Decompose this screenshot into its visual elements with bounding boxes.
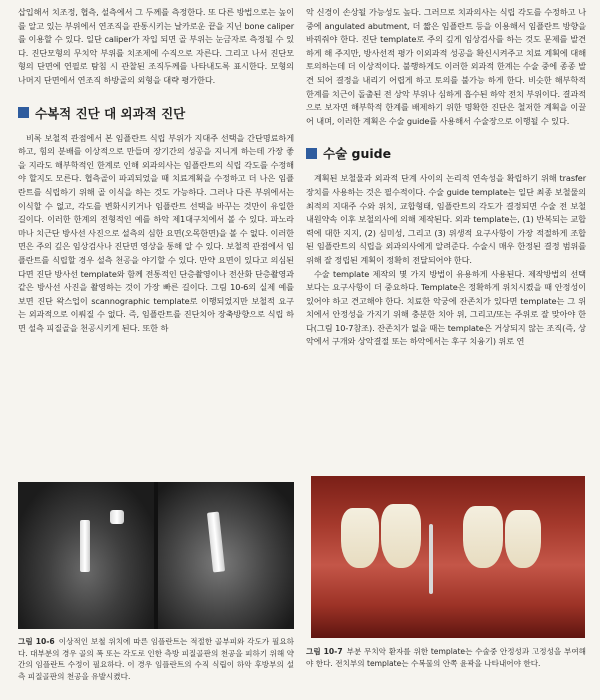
section-square-icon — [18, 107, 29, 118]
xray-panoramic-image — [18, 482, 154, 629]
section-title-surgical-guide: 수술 guide — [323, 146, 392, 162]
tooth-shape — [341, 508, 379, 568]
figure-10-6-caption-text: 이상적인 보철 위치에 따른 임플란트는 적절한 골부피와 각도가 필요하다. 대부분의 경우 골의 폭 또는 각도로 인한 측방 피질골판의 천공을 피하기 위해 약간의 임플란트 수정이 필요하다. 이 경우 임플란트의 수직 식립이 하악 후방부의 설측 피질골판의 천공을 유발시켰다. — [18, 637, 294, 681]
crown-shape — [110, 510, 124, 524]
intraoral-photo — [311, 476, 585, 638]
figure-10-6-label: 그림 10-6 — [18, 637, 55, 646]
figure-10-7-caption-text: 부분 무치악 환자를 위한 template는 수술중 안정성과 고정성을 부여해야 한다. 전치부의 template는 수복물의 안쪽 윤곽을 나타내어야 한다. — [306, 647, 586, 668]
figure-10-6-caption — [18, 636, 294, 682]
right-column — [306, 6, 586, 349]
figure-10-7-caption — [306, 646, 586, 669]
section-heading-diagnosis — [18, 104, 294, 122]
tooth-shape — [505, 510, 541, 568]
figure-10-6-xray — [18, 482, 294, 629]
implant-shape — [207, 512, 225, 573]
left-paragraph-2: 비록 보철적 관점에서 본 임플란트 식립 부위가 지대주 선택을 간단명료하게 하고, 힘의 분배를 이상적으로 만들며 장기간의 성공을 지니게 하는데 가장 좋을 지라도 해부학적인 한계로 인해 외과의사는 임플란트의 식립 각도를 수정해야 할지도 모른다. 협측골이 파괴되었을 때 치료계획을 수정하고 더 나은 임플란트를 식립하기 위해 골 이식을 하는 것도 가능하다. 그러나 다른 부위에서는 이식할 수 없고, 각도를 변화시키거나 임플란트 선택을 바꾸는 것만이 유일한 길이다. 이러한 한계의 전형적인 예를 하악 제1대구치에서 볼 수 있다. 파노라마나 치근단 방사선 사진으로 설측의 심한 요면(오목한면)을 볼 수 없다. 이러한 면은 주의 깊은 임상검사나 진단면 영상을 통해 알 수 있다. 보철적 관점에서 임플란트를 식립할 경우 설측 천공을 야기할 수 있다. 만약 요면이 있다고 의심된다면 진단 방사선 template와 함께 전통적인 단층촬영이나 전산화 단층촬영과 같은 방사선 사진을 촬영하는 것이 가장 빠른 길이다. 그림 10-6의 실제 예를 보면 진단 왁스업이 scannographic template로 이행되었지만 보철적 요구는 외과적으로 이뤄질 수 없다. 즉, 임플란트를 진단치아 장축방향으로 식립 하면 설측 피질골을 천공시키게 된다. 또한 하 — [18, 132, 294, 333]
left-column — [18, 6, 294, 335]
figure-10-7-photo — [311, 476, 585, 638]
tooth-shape — [463, 506, 503, 568]
right-paragraph-3: 수술 template 제작의 몇 가지 방법이 유용하게 사용된다. 제작방법의 선택보다는 요구사항이 더 중요하다. Template은 정확하게 위치시켰을 때 안정성이 있어야 하고 견고해야 한다. 치료한 악궁에 잔존치가 있다면 template는 그 위치에서 안정성을 가지기 위해 충분한 치아 위, 그리고/또는 주위로 잘 맞아야 한다(그림 10-7참조). 잔존치가 없을 때는 template은 거상되지 않는 조직(즉, 상악에서 구개와 상악결절 또는 하악에서는 후구 치융기) 위로 연 — [306, 268, 586, 347]
figure-10-7-label: 그림 10-7 — [306, 647, 343, 656]
tooth-shape — [381, 504, 421, 568]
right-paragraph-2: 계획된 보철물과 외과적 단계 사이의 논리적 연속성을 확립하기 위해 trasfer 장치를 사용하는 것은 필수적이다. 수술 guide template는 일단 최종 보철물의 최적의 지대주 수와 위치, 교합형태, 임플란트의 각도가 결정되면 수술 전 보철 내원약속 이후 보철의사에 의해 제작된다. 외과 template는, (1) 반복되는 교합력에 대한 지지, (2) 심미성, 그리고 (3) 위생적 요구사항이 가장 적절하게 조합된 임플란트의 식립을 외과의사에게 알려준다. 수술시 매우 한정된 결정 범위를 위해 잘 정립된 계획이 정확히 전달되어야 한다. — [306, 173, 586, 265]
section-heading-surgical-guide — [306, 144, 586, 162]
xray-crosssection-image — [158, 482, 294, 629]
guide-pin-shape — [429, 524, 433, 594]
right-paragraph-1: 악 신경이 손상될 가능성도 높다. 그러므로 치과의사는 식립 각도를 수정하고 나중에 angulated abutment, 더 짧은 임플란트 등을 이용해서 임플란트 방향을 바꿔줘야 한다. 진단 template로 주의 깊게 임상검사를 하는 것도 문제를 발견하게 해 주지만, 방사선적 평가 이외과적 성공을 확신시켜주고 치료 계획에 대해 토의하는데 더 이상적이다. 불행하게도 이러한 외과적 한계는 수술 중에 종종 발견 되어 결정을 내리기 어렵게 하고 토의를 불가능 하게 한다. 비슷한 해부학적 한계를 치근이 돌출된 전 상악 부위나 심하게 흡수된 하악 전치 부위이다. 결과적으로 보자면 해부학적 한계를 배제하기 위한 명확한 진단은 철저한 계획을 이끌어 내며, 이러한 계획은 수술 guide를 사용해서 수술장으로 이행될 수 있다. — [306, 7, 586, 126]
section-title-diagnosis: 수복적 진단 대 외과적 진단 — [35, 105, 186, 121]
section-square-icon — [306, 148, 317, 159]
left-paragraph-1: 삽입해서 치조정, 협측, 설측에서 그 두께를 측정한다. 또 다른 방법으로는 높이를 알고 있는 부위에서 연조직을 관통시키는 날카로운 끝을 지닌 bone caliper를 이용할 수 있다. 일단 caliper가 자입 되면 골 부위는 눈금자로 측정될 수 있다. 진단모형의 무치악 부위를 치조제에 수직으로 자른다. 그리고 나서 진단모형의 단면에 연필로 탐침 시 관찰된 조직두께를 나타내도록 표시한다. 모형의 나머지 단면에서 연조직 하방골의 외형을 대략 평가한다. — [18, 7, 294, 85]
implant-shape — [80, 520, 90, 572]
